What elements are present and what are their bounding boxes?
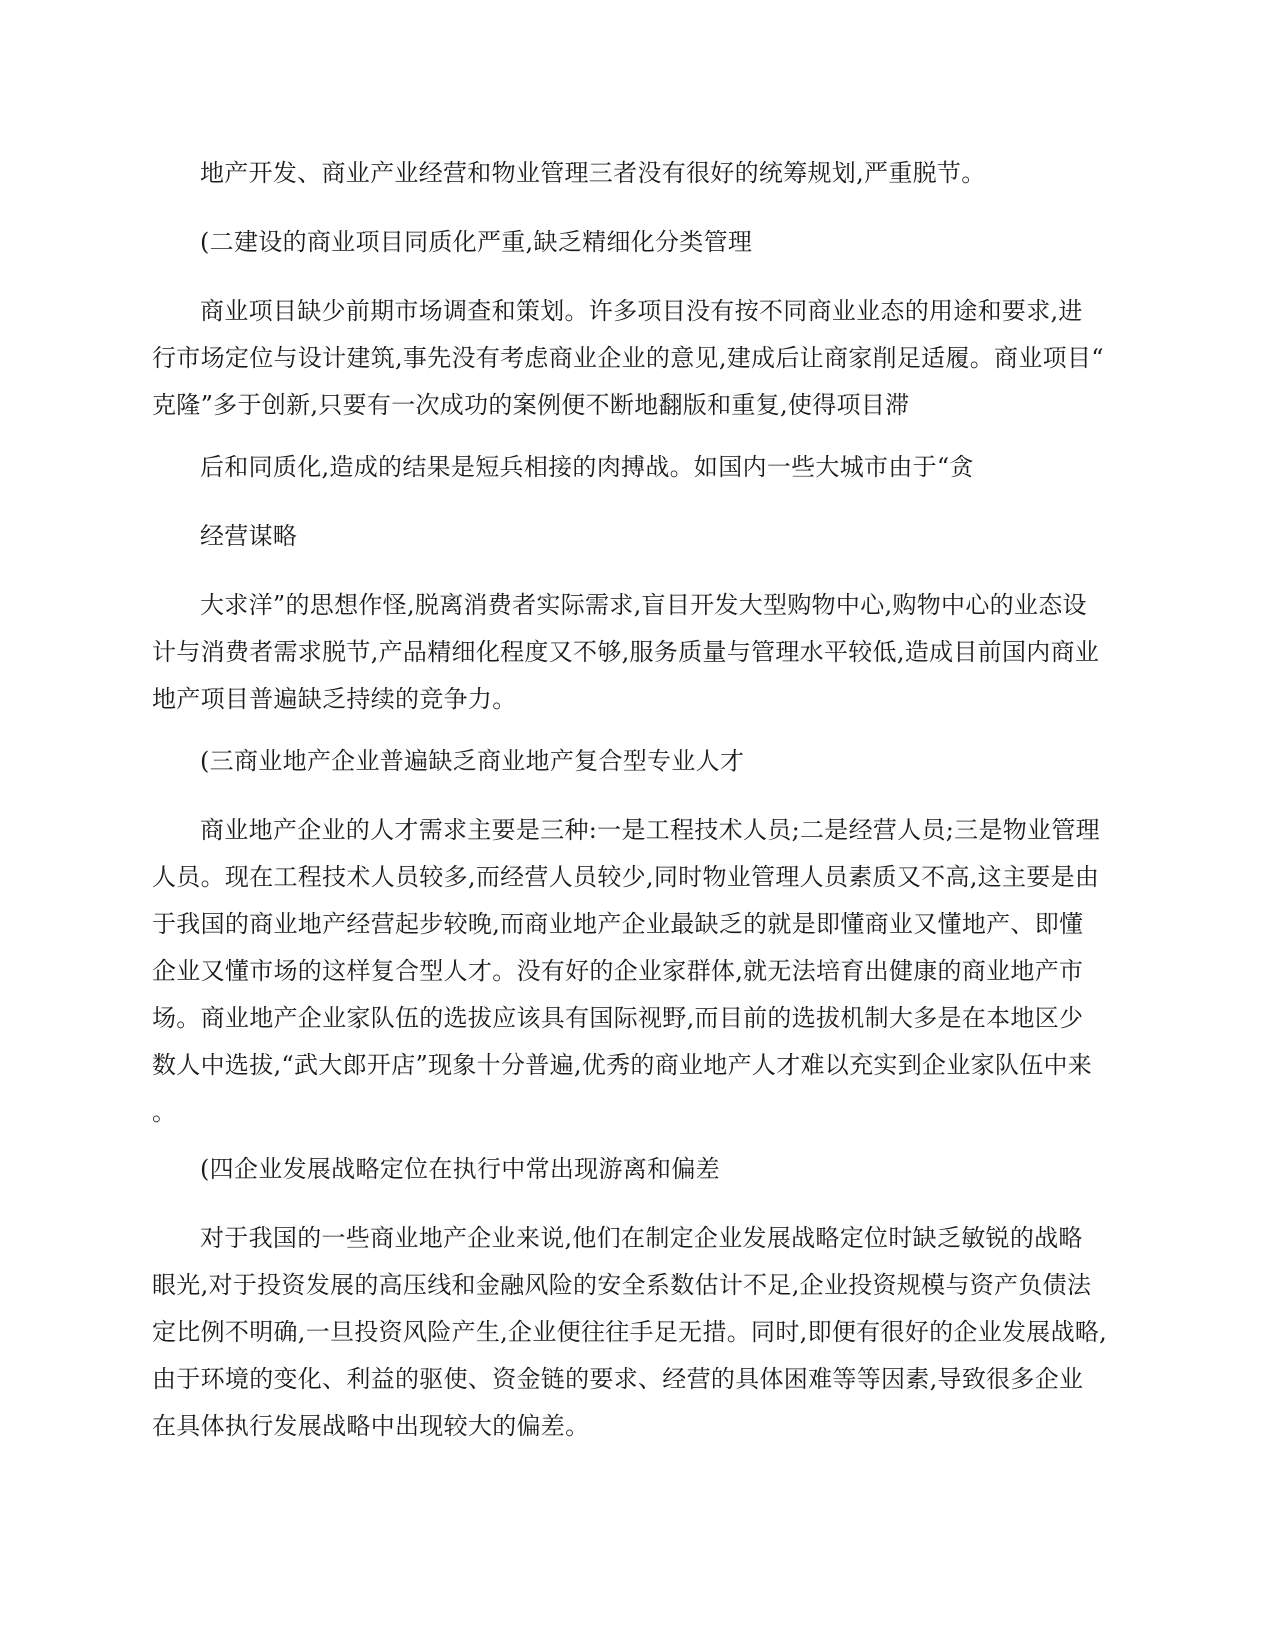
paragraph-line: 在具体执行发展战略中出现较大的偏差。 [152,1412,590,1440]
paragraph-line: 企业又懂市场的这样复合型人才。没有好的企业家群体,就无法培育出健康的商业地产市 [152,957,1084,985]
paragraph-line: 地产项目普遍缺乏持续的竞争力。 [152,685,517,713]
paragraph-line: 商业项目缺少前期市场调查和策划。许多项目没有按不同商业业态的用途和要求,进 [200,297,1083,325]
paragraph-line: 计与消费者需求脱节,产品精细化程度又不够,服务质量与管理水平较低,造成目前国内商业 [152,638,1100,666]
paragraph-line: 由于环境的变化、利益的驱使、资金链的要求、经营的具体困难等等因素,导致很多企业 [152,1365,1084,1393]
paragraph-line: 于我国的商业地产经营起步较晚,而商业地产企业最缺乏的就是即懂商业又懂地产、即懂 [152,910,1084,938]
paragraph-line: 人员。现在工程技术人员较多,而经营人员较少,同时物业管理人员素质又不高,这主要是由 [152,863,1100,891]
section-heading-4: (四企业发展战略定位在执行中常出现游离和偏差 [200,1155,720,1183]
paragraph-line: 商业地产企业的人才需求主要是三种:一是工程技术人员;二是经营人员;三是物业管理 [200,816,1100,844]
paragraph-planning-disconnect: 地产开发、商业产业经营和物业管理三者没有很好的统筹规划,严重脱节。 [200,159,986,187]
paragraph-line: 数人中选拔,“武大郎开店”现象十分普遍,优秀的商业地产人才难以充实到企业家队伍中来 [152,1051,1093,1079]
section-heading-3: (三商业地产企业普遍缺乏商业地产复合型专业人才 [200,747,745,775]
paragraph-strategy-deviation [152,1215,1130,1450]
paragraph-talent-demand [152,807,1130,1136]
paragraph-line: 定比例不明确,一旦投资风险产生,企业便往往手足无措。同时,即便有很好的企业发展战略, [152,1318,1108,1346]
paragraph-business-strategy: 经营谋略 [200,522,298,550]
paragraph-line: 大求洋”的思想作怪,脱离消费者实际需求,盲目开发大型购物中心,购物中心的业态设 [200,591,1087,619]
paragraph-line: 行市场定位与设计建筑,事先没有考虑商业企业的意见,建成后让商家削足适履。商业项目“ [152,344,1104,372]
paragraph-line: 眼光,对于投资发展的高压线和金融风险的安全系数估计不足,企业投资规模与资产负债法 [152,1271,1092,1299]
paragraph-same-quality: 后和同质化,造成的结果是短兵相接的肉搏战。如国内一些大城市由于“贪 [200,453,974,481]
section-heading-2: (二建设的商业项目同质化严重,缺乏精细化分类管理 [200,228,753,256]
paragraph-line: 场。商业地产企业家队伍的选拔应该具有国际视野,而目前的选拔机制大多是在本地区少 [152,1004,1084,1032]
paragraph-line: 克隆”多于创新,只要有一次成功的案例便不断地翻版和重复,使得项目滞 [152,391,910,419]
paragraph-line: 对于我国的一些商业地产企业来说,他们在制定企业发展战略定位时缺乏敏锐的战略 [200,1224,1083,1252]
paragraph-line: 。 [152,1098,177,1126]
paragraph-homogenization [152,288,1130,429]
paragraph-blind-development [152,582,1130,723]
